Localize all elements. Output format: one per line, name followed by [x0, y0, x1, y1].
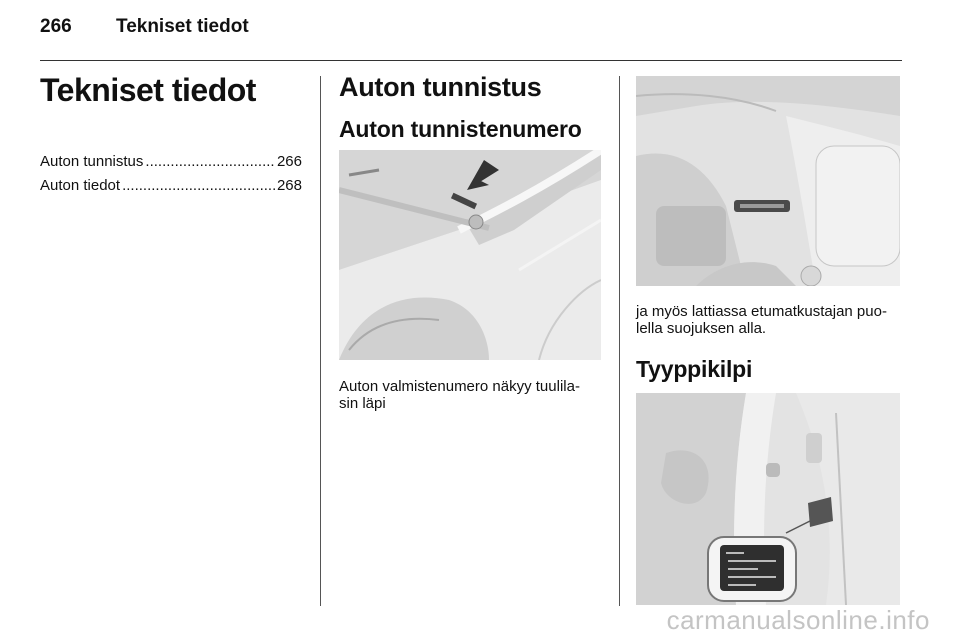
page-number: 266: [40, 16, 72, 37]
vin-caption: Auton valmistenumero näkyy tuulila- sin läpi: [339, 378, 580, 412]
column-divider-left: [320, 76, 321, 606]
type-plate-subheading: Tyyppikilpi: [636, 356, 753, 382]
watermark: carmanualsonline.info: [666, 605, 930, 635]
toc-item-label: Auton tiedot: [40, 177, 121, 194]
toc-item-page: 266: [276, 153, 302, 170]
floor-caption: ja myös lattiassa etumatkustajan puo- lella suojuksen alla.: [636, 303, 887, 337]
type-plate-illustration: [636, 393, 900, 605]
header-rule: [40, 60, 902, 61]
floor-vin-illustration: [636, 76, 900, 286]
windshield-vin-illustration: [339, 150, 601, 360]
toc-leader: [122, 174, 275, 198]
column-divider-right: [619, 76, 620, 606]
section-heading: Auton tunnistus: [339, 72, 542, 102]
toc-leader: [145, 150, 275, 174]
toc-item-page: 268: [276, 177, 302, 194]
toc-item[interactable]: [40, 150, 302, 174]
toc-item[interactable]: [40, 174, 302, 198]
vin-subheading: Auton tunnistenumero: [339, 116, 582, 142]
table-of-contents: [40, 150, 302, 198]
toc-item-label: Auton tunnistus: [40, 153, 144, 170]
chapter-title: Tekniset tiedot: [40, 72, 256, 108]
running-header-title: Tekniset tiedot: [116, 16, 249, 37]
